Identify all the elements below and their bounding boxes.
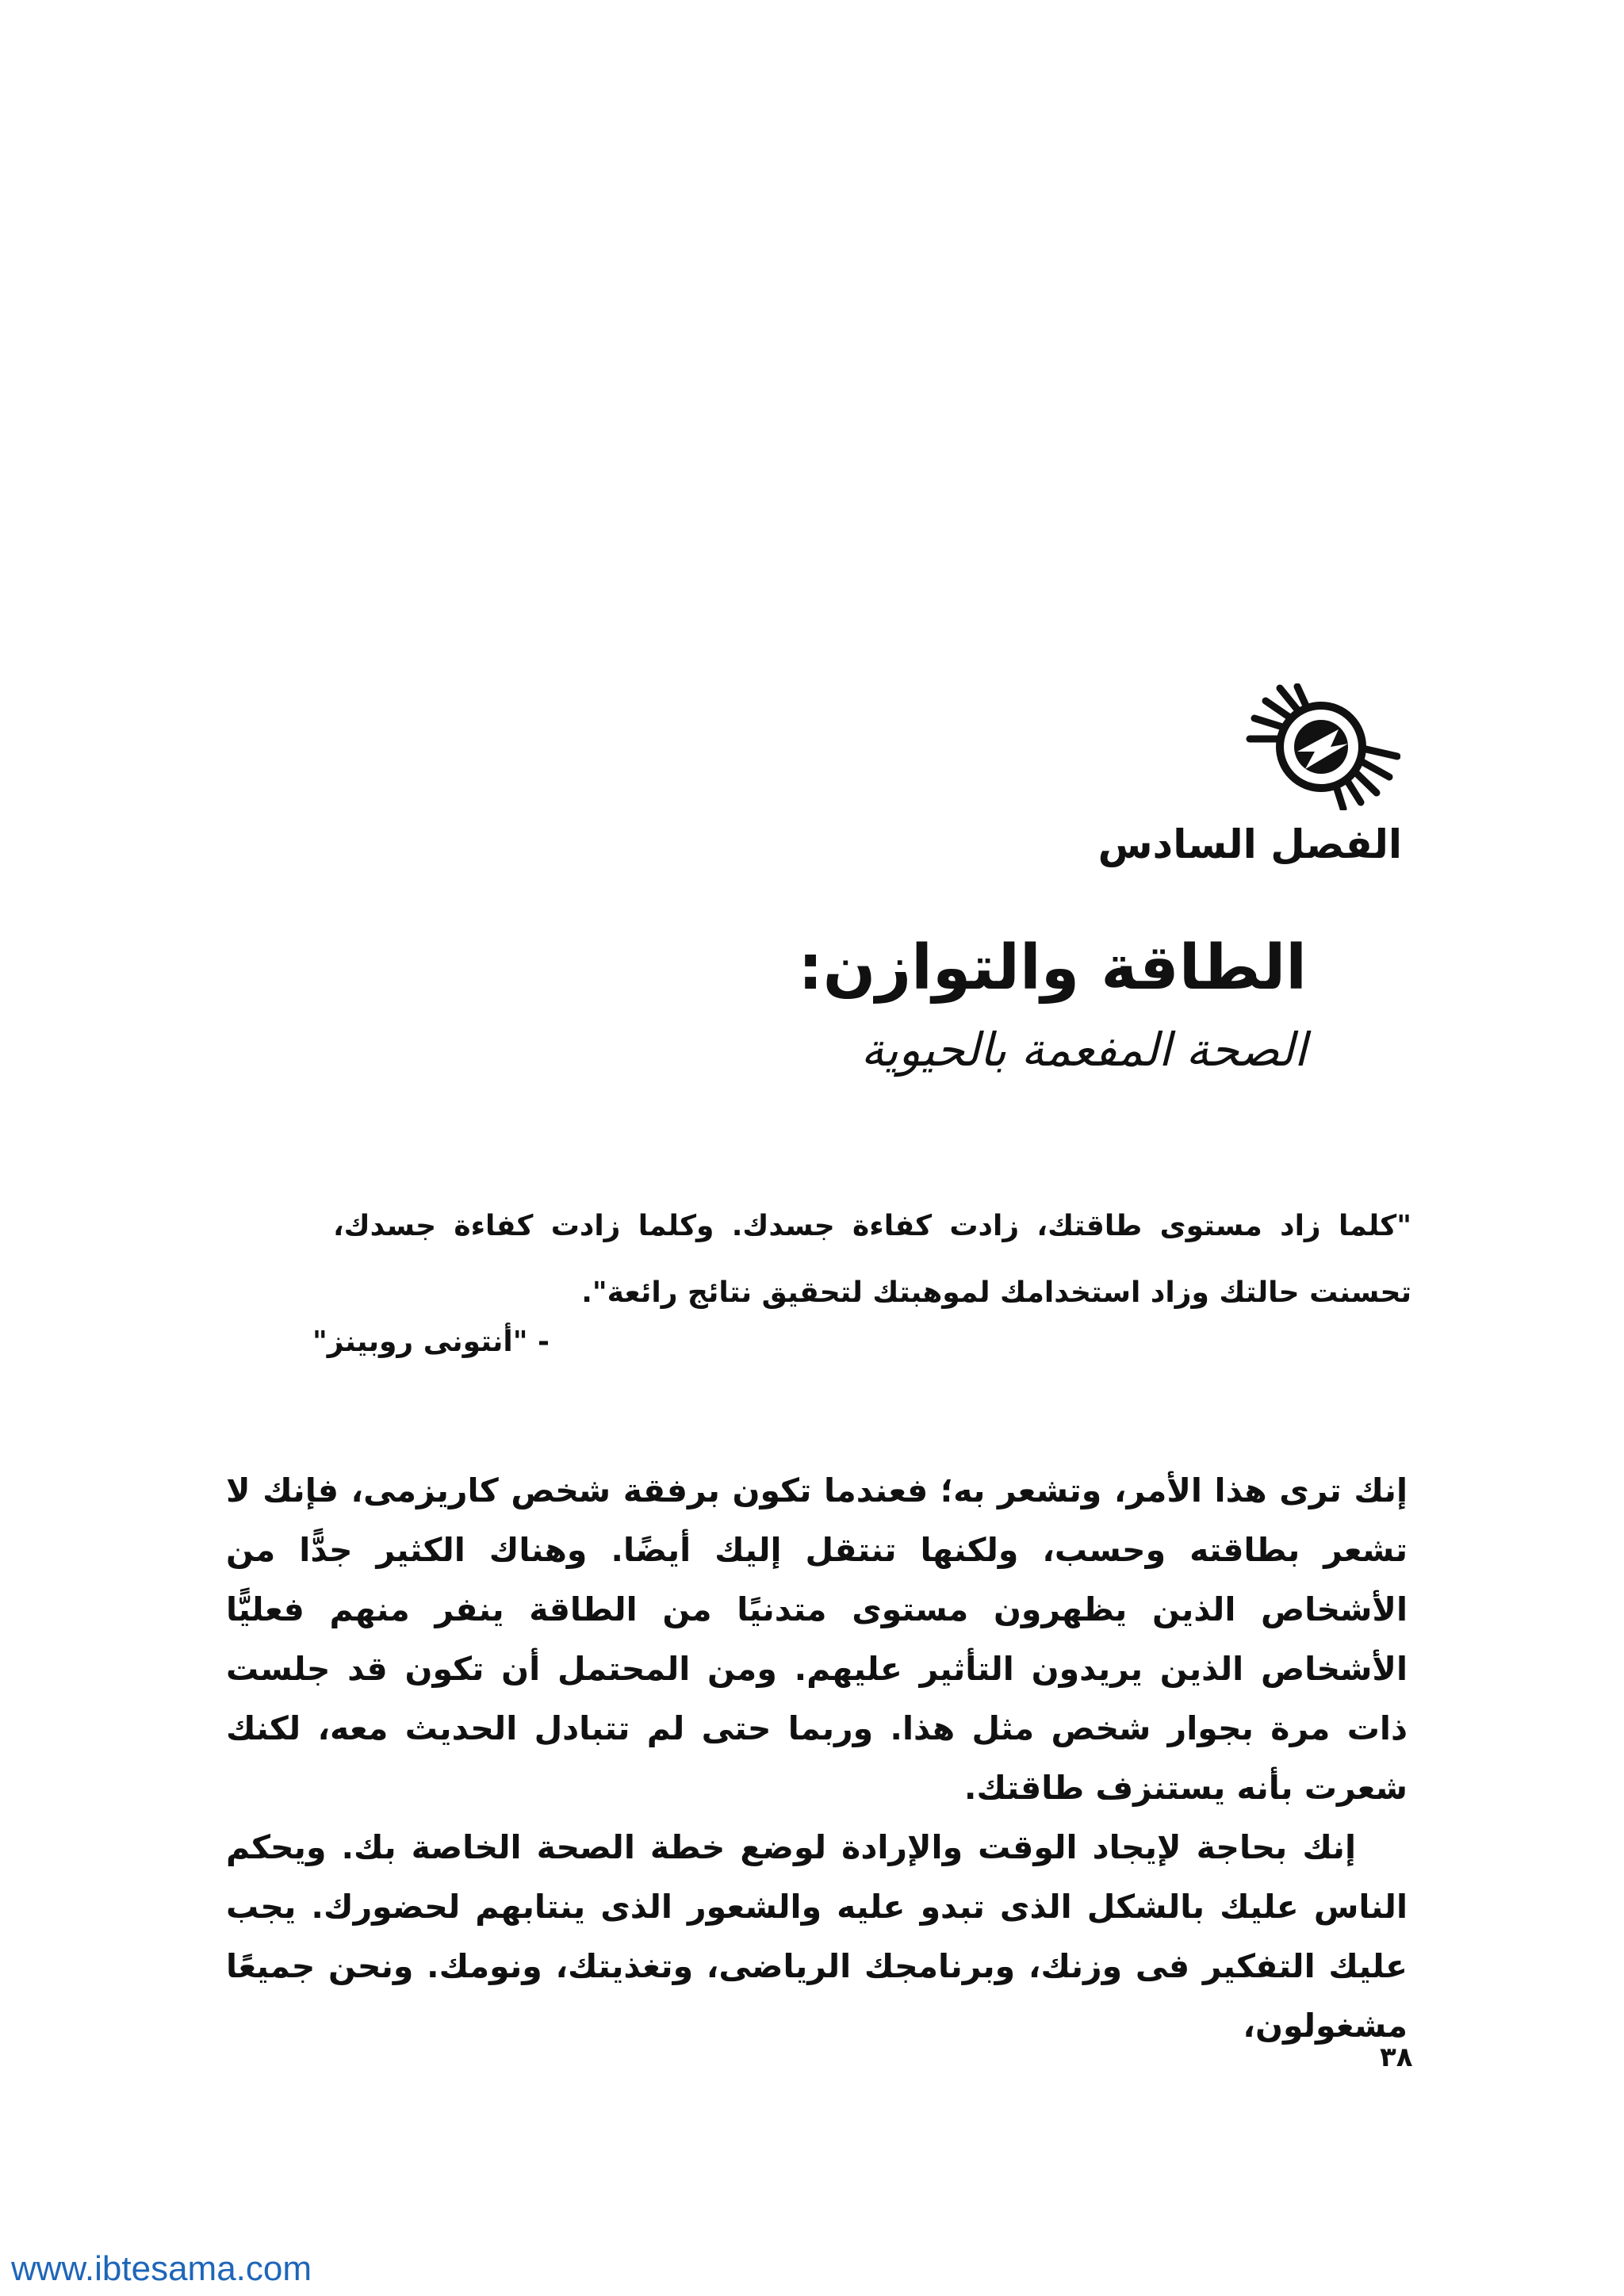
quote-text: "كلما زاد مستوى طاقتك، زادت كفاءة جسدك. وكلما زادت كفاءة جسدك، تحسنت حالتك وزاد استخدامك لموهبتك لتحقيق نتائج رائعة". <box>333 1210 1411 1309</box>
chapter-label: الفصل السادس <box>1097 821 1402 867</box>
watermark-link[interactable]: www.ibtesama.com <box>11 2249 312 2288</box>
page-number: ٣٨ <box>1380 2042 1413 2073</box>
body-paragraph-2: إنك بحاجة لإيجاد الوقت والإرادة لوضع خطة الصحة الخاصة بك. ويحكم الناس عليك بالشكل الذى تبدو عليه والشعور الذى ينتابهم لحضورك. يجب عليك التفكير فى وزنك، وبرنامجك الرياضى، وتغذيتك، ونومك. ونحن جميعًا مشغولون، <box>226 1828 1408 2045</box>
epigraph-quote <box>333 1193 1411 1326</box>
body-paragraph-1: إنك ترى هذا الأمر، وتشعر به؛ فعندما تكون برفقة شخص كاريزمى، فإنك لا تشعر بطاقته وحسب، ولكنها تنتقل إليك أيضًا. وهناك الكثير جدًّا من الأشخاص الذين يظهرون مستوى متدنيًا من الطاقة ينفر منهم فعليًّا الأشخاص الذين يريدون التأثير عليهم. ومن المحتمل أن تكون قد جلست ذات مرة بجوار شخص مثل هذا. وربما حتى لم تتبادل الحديث معه، لكنك شعرت بأنه يستنزف طاقتك. <box>226 1471 1408 1807</box>
chapter-title: الطاقة والتوازن: <box>798 932 1307 1004</box>
quote-author: - "أنتونى روبينز" <box>312 1326 550 1358</box>
chapter-subtitle: الصحة المفعمة بالحيوية <box>860 1023 1307 1077</box>
sunburst-emblem-icon <box>1242 683 1400 810</box>
body-text <box>226 1461 1408 2056</box>
